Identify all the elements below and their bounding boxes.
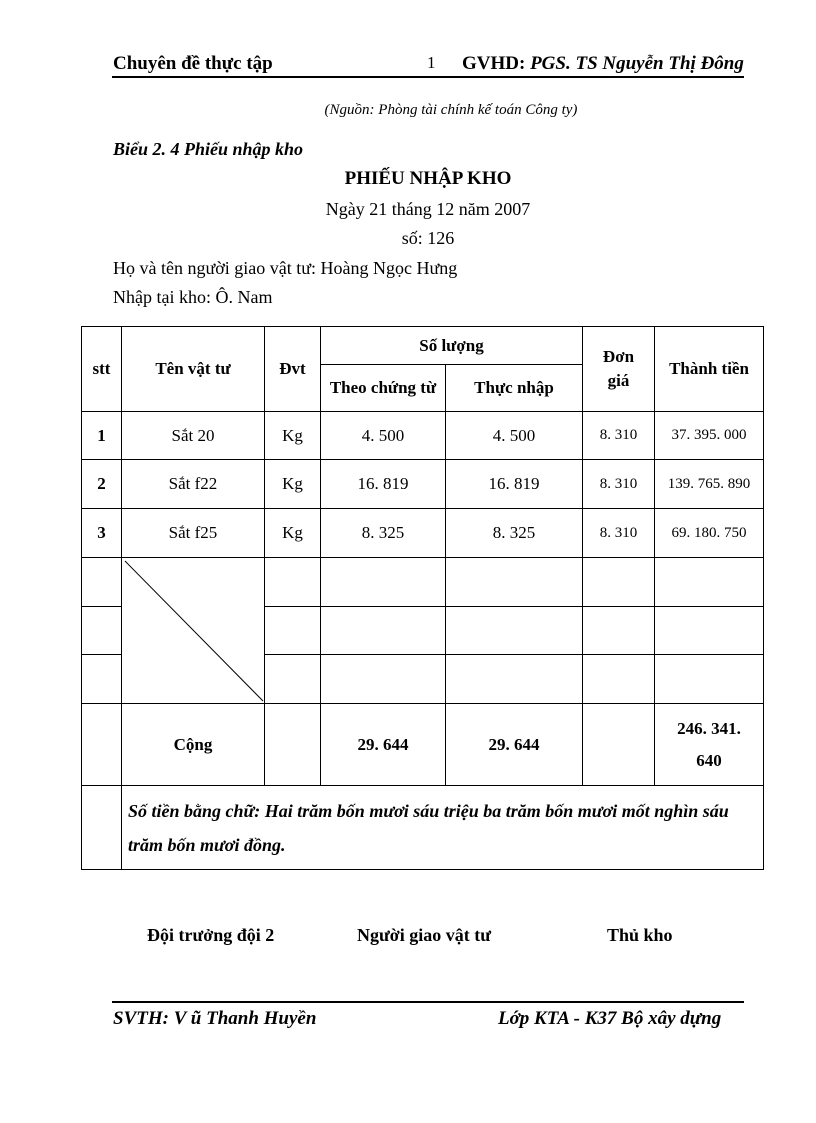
header-actual: Thực nhập (446, 365, 583, 412)
empty-cell (321, 558, 446, 607)
table-row (82, 509, 764, 558)
empty-cell (655, 655, 764, 704)
total-label: Cộng (122, 704, 265, 786)
footer-student: SVTH: V ũ Thanh Huyền (113, 1008, 317, 1029)
row-doc-qty: 4. 500 (321, 412, 446, 460)
row-name: Sắt 20 (122, 412, 265, 460)
row-amount: 37. 395. 000 (655, 412, 764, 460)
diagonal-strike-cell (122, 558, 265, 704)
empty-cell (82, 558, 122, 607)
header-topic: Chuyên đề thực tập (113, 53, 273, 74)
total-actual-qty: 29. 644 (446, 704, 583, 786)
empty-cell (321, 607, 446, 655)
header-advisor (462, 53, 744, 75)
table-caption: Biểu 2. 4 Phiếu nhập kho (113, 139, 304, 159)
amount-in-words-row (82, 786, 764, 870)
total-amount-line1: 246. 341. (677, 718, 741, 738)
header-amount: Thành tiền (655, 327, 764, 412)
header-name: Tên vật tư (122, 327, 265, 412)
empty-cell (446, 558, 583, 607)
row-amount: 139. 765. 890 (655, 460, 764, 509)
row-stt: 3 (82, 509, 122, 558)
header-rule (112, 76, 744, 78)
empty-cell (265, 655, 321, 704)
document-number: số: 126 (401, 228, 455, 248)
empty-cell (265, 558, 321, 607)
header-price (583, 327, 655, 412)
row-unit: Kg (265, 412, 321, 460)
page-number: 1 (427, 53, 436, 72)
row-stt: 2 (82, 460, 122, 509)
empty-cell (583, 655, 655, 704)
document-title: PHIẾU NHẬP KHO (344, 168, 512, 189)
empty-cell (583, 558, 655, 607)
total-amount-line2: 640 (696, 750, 722, 770)
total-row (82, 704, 764, 786)
row-unit: Kg (265, 460, 321, 509)
row-name: Sắt f25 (122, 509, 265, 558)
table-row (82, 412, 764, 460)
empty-cell (82, 655, 122, 704)
empty-cell (82, 786, 122, 870)
header-unit: Đvt (265, 327, 321, 412)
signature-team-leader: Đội trưởng đội 2 (147, 925, 275, 945)
footer-class: Lớp KTA - K37 Bộ xây dựng (498, 1008, 722, 1029)
empty-cell (82, 607, 122, 655)
row-stt: 1 (82, 412, 122, 460)
signature-deliverer: Người giao vật tư (357, 925, 492, 945)
row-amount: 69. 180. 750 (655, 509, 764, 558)
empty-cell (265, 704, 321, 786)
empty-cell (583, 607, 655, 655)
empty-cell (583, 704, 655, 786)
empty-cell (655, 607, 764, 655)
deliverer-line: Họ và tên người giao vật tư: Hoàng Ngọc Hưng (113, 258, 458, 278)
header-price-label: Đơn giá (602, 347, 635, 390)
empty-cell (446, 607, 583, 655)
diagonal-line (122, 558, 265, 703)
document-date: Ngày 21 tháng 12 năm 2007 (325, 199, 531, 219)
total-doc-qty: 29. 644 (321, 704, 446, 786)
row-price: 8. 310 (583, 460, 655, 509)
footer-rule (112, 1001, 744, 1003)
row-doc-qty: 16. 819 (321, 460, 446, 509)
row-actual-qty: 4. 500 (446, 412, 583, 460)
row-actual-qty: 16. 819 (446, 460, 583, 509)
row-name: Sắt f22 (122, 460, 265, 509)
header-by-document: Theo chứng từ (321, 365, 446, 412)
empty-row (82, 558, 764, 607)
source-note: (Nguồn: Phòng tài chính kế toán Công ty) (324, 102, 578, 118)
empty-cell (446, 655, 583, 704)
header-stt: stt (82, 327, 122, 412)
total-amount (655, 704, 764, 786)
empty-cell (82, 704, 122, 786)
row-price: 8. 310 (583, 412, 655, 460)
warehouse-line: Nhập tại kho: Ô. Nam (113, 287, 273, 307)
signature-storekeeper: Thủ kho (607, 925, 673, 945)
receipt-table (81, 326, 764, 870)
header-quantity: Số lượng (321, 327, 583, 365)
empty-cell (321, 655, 446, 704)
advisor-name: PGS. TS Nguyễn Thị Đông (530, 53, 744, 74)
table-row (82, 460, 764, 509)
empty-cell (655, 558, 764, 607)
row-price: 8. 310 (583, 509, 655, 558)
amount-in-words: Số tiền bằng chữ: Hai trăm bốn mươi sáu triệu ba trăm bốn mươi mốt nghìn sáu trăm bốn mươi đồng. (122, 786, 764, 870)
row-doc-qty: 8. 325 (321, 509, 446, 558)
empty-cell (265, 607, 321, 655)
advisor-prefix: GVHD: (462, 53, 531, 74)
row-actual-qty: 8. 325 (446, 509, 583, 558)
row-unit: Kg (265, 509, 321, 558)
